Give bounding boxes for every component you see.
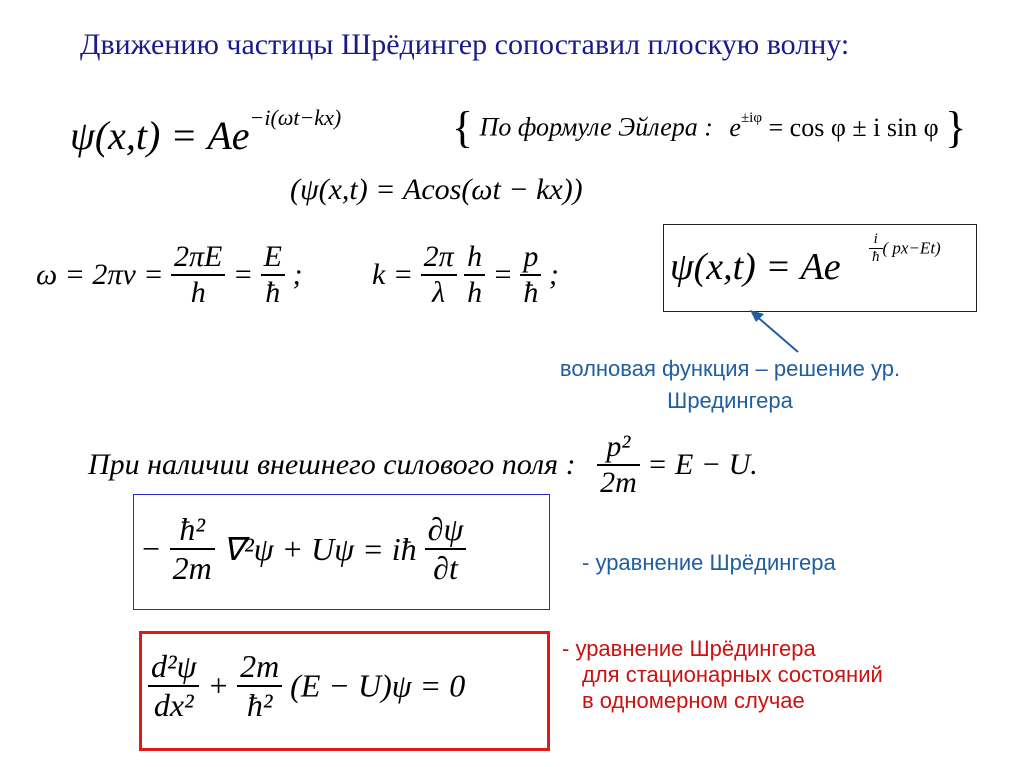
wave-function-note (510, 356, 950, 414)
sch-fraction-1 (170, 511, 215, 587)
omega-lhs: ω = 2πν = (36, 258, 164, 291)
cos-formula: (ψ(x,t) = Acos(ωt − kx)) (290, 173, 583, 206)
sch-minus: − (140, 530, 162, 567)
st-plus: + (207, 667, 230, 704)
pointer-arrow-icon (740, 300, 810, 360)
k-f1-num: 2π (421, 240, 457, 276)
ef-den: 2m (600, 466, 637, 499)
wave-function-box (663, 224, 977, 312)
st-fraction-2 (237, 648, 282, 724)
euler-exponent: ±iφ (740, 109, 762, 126)
st-f1-num: d²ψ (148, 648, 199, 687)
wave-function-formula (670, 245, 841, 289)
k-eq: = (492, 258, 513, 291)
wave-note-line2: Шредингера (667, 388, 793, 413)
st-fraction-1 (148, 648, 199, 724)
st-f1-den: dx² (153, 687, 194, 723)
k-lhs: k = (372, 258, 414, 291)
schrodinger-box (133, 494, 550, 610)
exp-rest: ( px−Et) (882, 238, 941, 258)
omega-formula (36, 240, 302, 310)
exp-frac-den: ħ (872, 249, 880, 265)
sch-mid: ∇²ψ + Uψ = iħ (222, 531, 417, 567)
sch-f1-den: 2m (172, 550, 212, 586)
omega-fraction-2 (261, 240, 285, 310)
k-f3-den: ħ (523, 276, 539, 309)
euler-rest: = cos φ ± i sin φ (762, 112, 939, 142)
brace-open: { (452, 103, 474, 152)
external-field-line (88, 430, 758, 500)
wave-function-exponent (869, 231, 941, 266)
omega-f2-num: E (261, 240, 285, 276)
schrodinger-formula (140, 511, 466, 587)
euler-label: По формуле Эйлера : (479, 112, 713, 142)
plane-wave-formula (70, 105, 342, 159)
ef-num: p² (597, 430, 640, 466)
omega-f1-den: h (190, 276, 206, 309)
k-f1-den: λ (432, 276, 446, 309)
st-rest: (E − U)ψ = 0 (290, 667, 466, 704)
exp-frac-num: i (869, 231, 883, 249)
st-f2-den: ħ² (246, 687, 273, 723)
k-end: ; (548, 258, 559, 291)
slide-title: Движению частицы Шрёдингер сопоставил плоскую волну: (80, 28, 850, 61)
stationary-box (139, 631, 550, 751)
wave-function-lhs: ψ(x,t) = Ae (670, 246, 841, 288)
sch-f1-num: ħ² (170, 511, 215, 550)
euler-base: e (729, 112, 741, 142)
omega-end: ; (292, 258, 303, 291)
schrodinger-note: - уравнение Шрёдингера (582, 550, 836, 575)
k-f2-num: h (464, 240, 485, 276)
external-field-fraction (597, 430, 640, 500)
external-field-rest: = E − U. (647, 448, 758, 481)
external-field-text: При наличии внешнего силового поля : (88, 448, 576, 481)
st-note-line1: - уравнение Шрёдингера (562, 636, 816, 661)
k-fraction-3 (520, 240, 541, 310)
sch-fraction-2 (425, 511, 467, 587)
euler-formula (452, 102, 966, 153)
stationary-formula (148, 648, 465, 724)
k-f2-den: h (467, 276, 483, 309)
omega-f1-num: 2πE (171, 240, 225, 276)
sch-f2-num: ∂ψ (425, 511, 467, 550)
k-fraction-1 (421, 240, 457, 310)
plane-wave-lhs: ψ(x,t) = Ae (70, 113, 250, 158)
omega-f2-den: ħ (265, 276, 281, 309)
st-note-line3: в одномерном случае (582, 688, 805, 713)
stationary-note (562, 636, 883, 714)
k-fraction-2 (464, 240, 485, 310)
omega-fraction-1 (171, 240, 225, 310)
brace-close: } (945, 103, 967, 152)
wavenumber-formula (372, 240, 559, 310)
wave-note-line1: волновая функция – решение ур. (559, 356, 901, 381)
exp-fraction (869, 231, 883, 266)
sch-f2-den: ∂t (433, 550, 458, 586)
st-note-line2: для стационарных состояний (582, 662, 883, 687)
omega-eq: = (232, 258, 254, 291)
plane-wave-exponent: −i(ωt−kx) (249, 105, 342, 130)
k-f3-num: p (520, 240, 541, 276)
st-f2-num: 2m (237, 648, 282, 687)
